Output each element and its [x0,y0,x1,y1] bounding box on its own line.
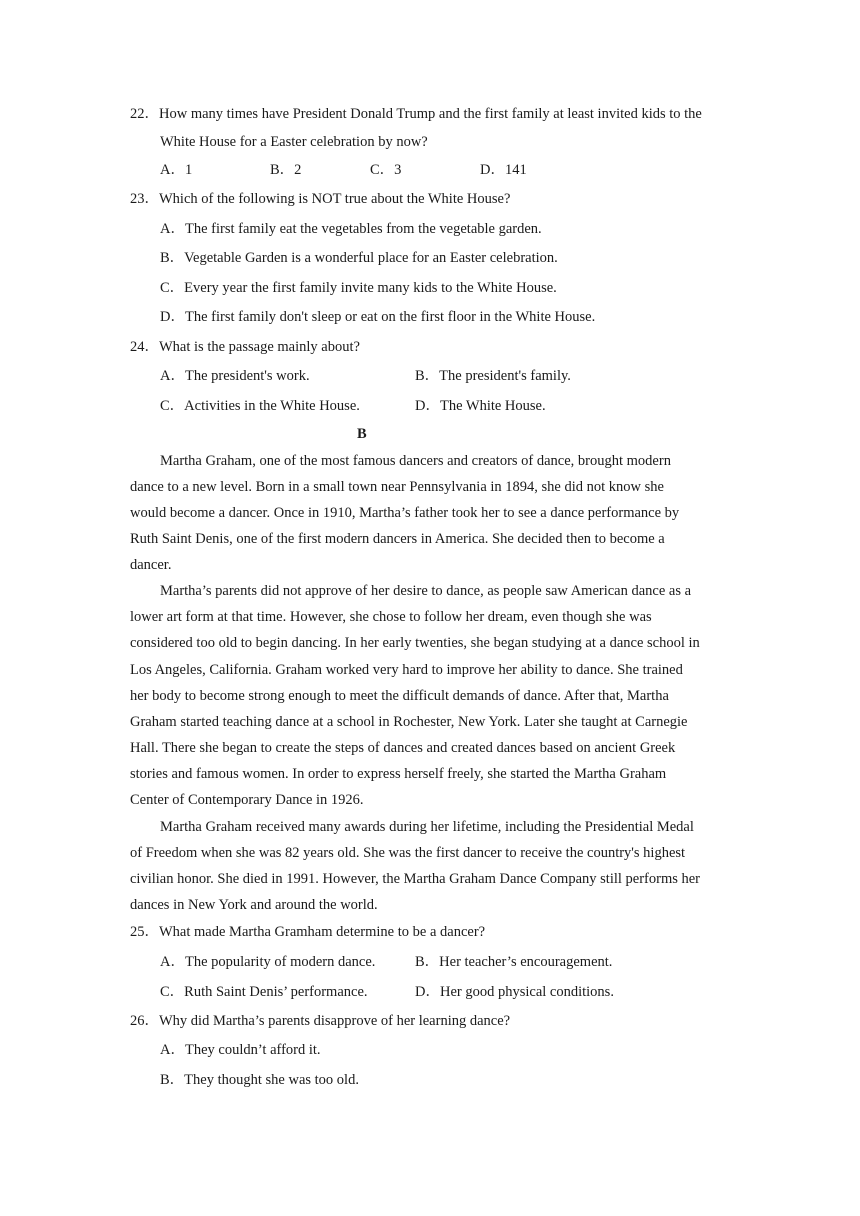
q25-option-b[interactable]: B．Her teacher’s encouragement. [415,954,613,970]
q26-stem: 26．Why did Martha’s parents disapprove of her learning dance? [130,1013,511,1029]
passage-line: stories and famous women. In order to express herself freely, she started the Martha Graham [130,766,667,782]
passage-line: Hall. There she began to create the steps of dances and created dances based on ancient Greek [130,740,676,756]
q26-option-b[interactable]: B．They thought she was too old. [160,1072,359,1088]
q25-option-c[interactable]: C．Ruth Saint Denis’ performance. [160,984,368,1000]
passage-line: Graham started teaching dance at a school in Rochester, New York. Later she taught at Carnegie [130,714,688,730]
q24-option-c[interactable]: C．Activities in the White House. [160,398,360,414]
passage-line: civilian honor. She died in 1991. However, the Martha Graham Dance Company still performs her [130,871,701,887]
q23-option-c[interactable]: C．Every year the first family invite many kids to the White House. [160,280,557,296]
passage-line: of Freedom when she was 82 years old. She was the first dancer to receive the country's highest [130,845,686,861]
q23-option-d[interactable]: D．The first family don't sleep or eat on the first floor in the White House. [160,309,596,325]
passage-line: dance to a new level. Born in a small town near Pennsylvania in 1894, she did not know she [130,479,664,495]
q22-option-a[interactable]: A．1 [160,162,193,178]
q24-option-a[interactable]: A．The president's work. [160,368,310,384]
q22-stem-line2: White House for a Easter celebration by now? [160,134,428,150]
q25-option-d[interactable]: D．Her good physical conditions. [415,984,614,1000]
passage-line: Ruth Saint Denis, one of the first modern dancers in America. She decided then to become a [130,531,665,547]
q22-option-d[interactable]: D．141 [480,162,527,178]
q26-option-a[interactable]: A．They couldn’t afford it. [160,1042,321,1058]
q22-option-c[interactable]: C．3 [370,162,402,178]
passage-line: Center of Contemporary Dance in 1926. [130,792,364,808]
passage-line: Martha’s parents did not approve of her desire to dance, as people saw American dance as a [160,583,692,599]
passage-line: would become a dancer. Once in 1910, Martha’s father took her to see a dance performance by [130,505,680,521]
q24-option-b[interactable]: B．The president's family. [415,368,571,384]
q23-stem: 23．Which of the following is NOT true about the White House? [130,191,511,207]
passage-line: Martha Graham, one of the most famous dancers and creators of dance, brought modern [160,453,671,469]
q25-option-a[interactable]: A．The popularity of modern dance. [160,954,376,970]
q22-option-b[interactable]: B．2 [270,162,302,178]
q25-stem: 25．What made Martha Gramham determine to be a dancer? [130,924,486,940]
q23-option-a[interactable]: A．The first family eat the vegetables from the vegetable garden. [160,221,542,237]
passage-line: Martha Graham received many awards during her lifetime, including the Presidential Medal [160,819,694,835]
q22-stem-line1: 22．How many times have President Donald Trump and the first family at least invited kids to the [130,106,702,122]
q24-stem: 24．What is the passage mainly about? [130,339,360,355]
passage-line: considered too old to begin dancing. In her early twenties, she began studying at a dance school in [130,635,700,651]
passage-line: dancer. [130,557,172,573]
passage-line: dances in New York and around the world. [130,897,378,913]
q23-option-b[interactable]: B．Vegetable Garden is a wonderful place for an Easter celebration. [160,250,558,266]
q24-option-d[interactable]: D．The White House. [415,398,546,414]
passage-line: Los Angeles, California. Graham worked very hard to improve her ability to dance. She trained [130,662,683,678]
section-title: B [357,426,367,442]
passage-line: her body to become strong enough to meet the difficult demands of dance. After that, Martha [130,688,669,704]
passage-line: lower art form at that time. However, she chose to follow her dream, even though she was [130,609,652,625]
